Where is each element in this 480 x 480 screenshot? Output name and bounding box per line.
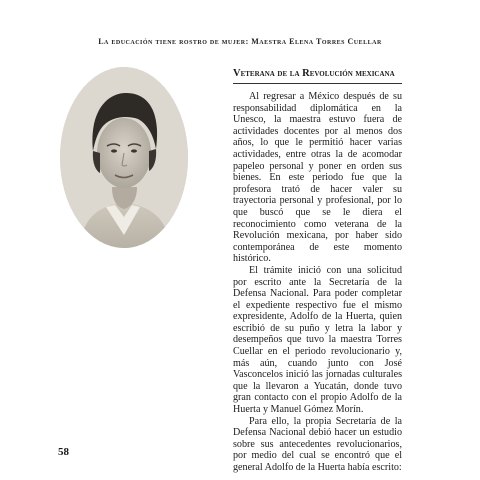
title-rule <box>233 83 402 84</box>
paragraph: El trámite inició con una solicitud por escrito ante la Secretaría de la Defensa Nacional. Para poder completar el expediente respectivo fue el mismo expresidente, Adolfo de la Huerta, quien escribió de su puño y letra la labor y desempeños que tuvo la maestra Torres Cuellar en el periodo revolucionario y, más aún, cuando junto con José Vasconcelos inició las jornadas culturales que la llevaron a Yucatán, donde tuvo gran contacto con el propio Adolfo de la Huerta y Manuel Gómez Morín. <box>233 264 402 416</box>
running-head: La educación tiene rostro de mujer: Maestra Elena Torres Cuellar <box>98 37 382 46</box>
page-number: 58 <box>58 446 69 458</box>
paragraph: Al regresar a México después de su responsabilidad diplomática en la Unesco, la maestra estuvo fuera de actividades docentes por al menos dos años, lo que le permitió hacer varias actividades, entre otras la de acomodar papeleo personal y poner en orden sus bienes. En este periodo fue que la profesora trató de hacer valer su trayectoria personal y profesional, por lo que buscó que se le diera el reconocimiento como veterana de la Revolución mexicana, por haber sido contemporánea de este momento histórico. <box>233 91 402 265</box>
portrait-image <box>60 67 188 248</box>
body-text <box>233 91 402 474</box>
section-title: Veterana de la Revolución mexicana <box>233 68 395 79</box>
paragraph: Para ello, la propia Secretaría de la Defensa Nacional debió hacer un estudio sobre sus antecedentes revolucionarios, por medio del cual se encontró que el general Adolfo de la Huerta había escrito: <box>233 415 402 473</box>
portrait-photo <box>60 67 188 248</box>
